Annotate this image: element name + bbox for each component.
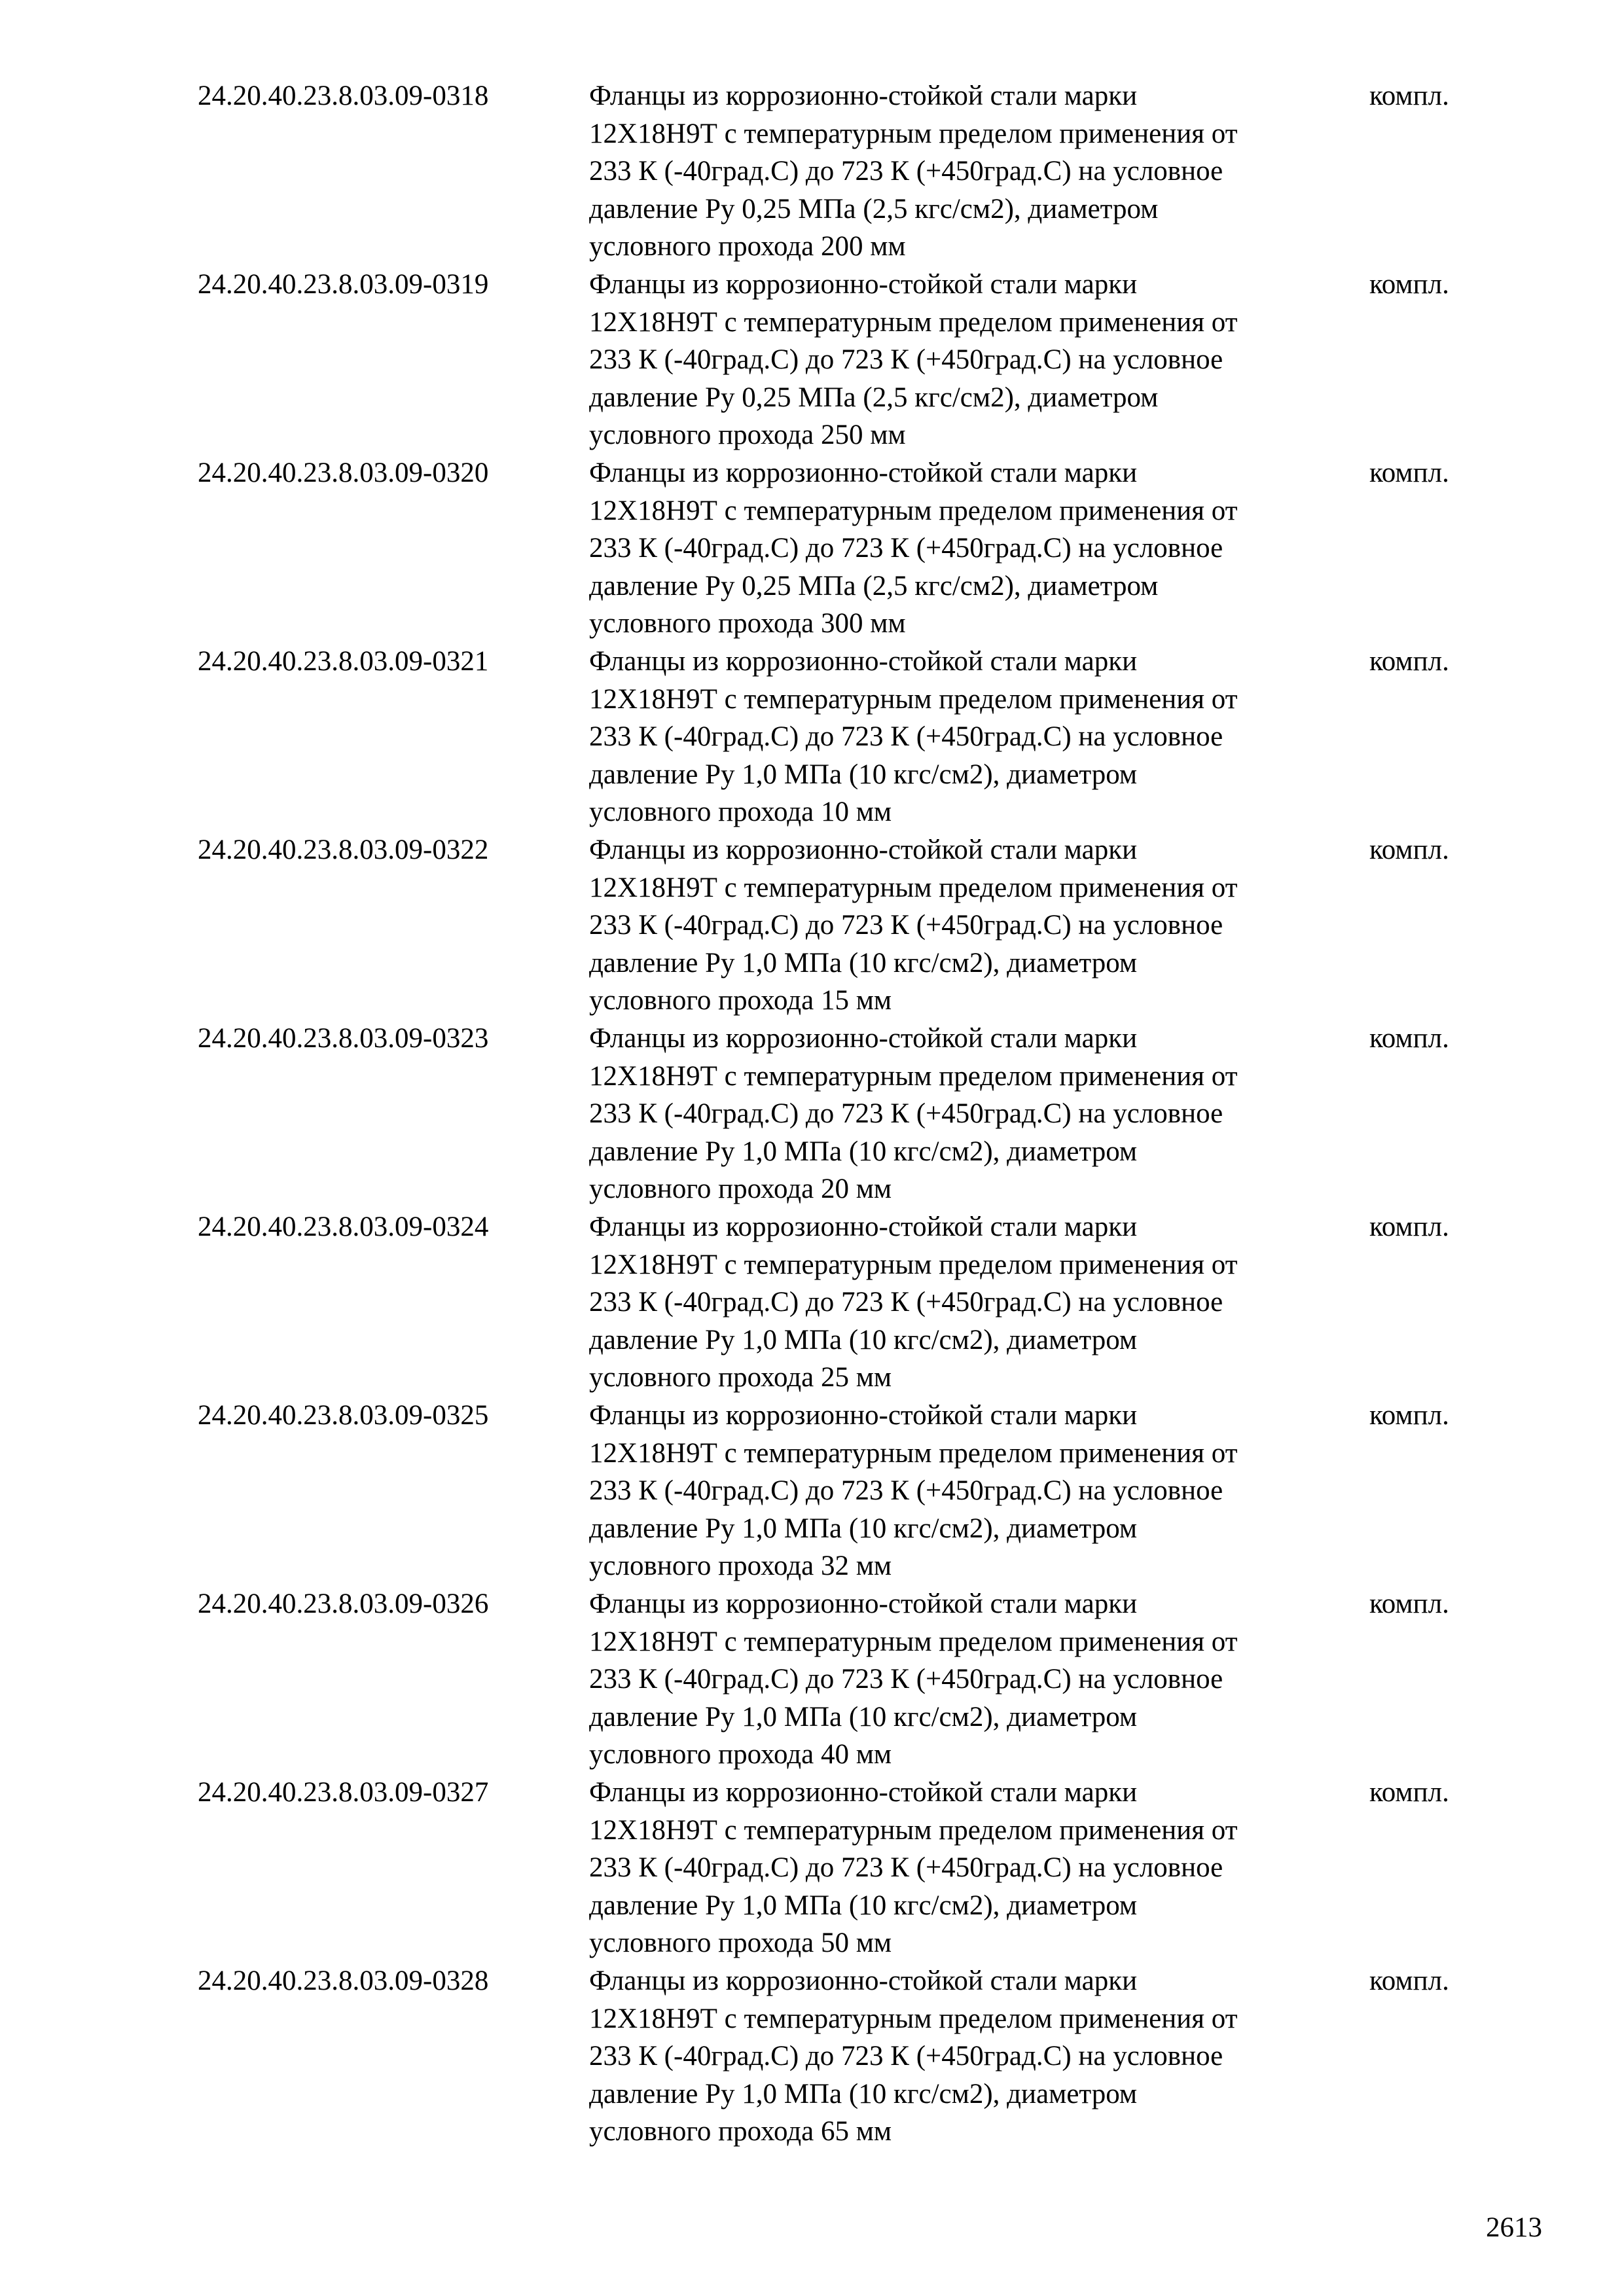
resource-description [589, 1208, 1362, 1397]
description-line: 233 К (-40град.С) до 723 К (+450град.С) на условное [589, 1852, 1223, 1883]
description-line: 12Х18Н9Т с температурным пределом применения от [589, 495, 1238, 526]
description-line: 12Х18Н9Т с температурным пределом применения от [589, 118, 1238, 149]
description-line: давление Ру 0,25 МПа (2,5 кгс/см2), диаметром [589, 382, 1159, 413]
description-line: условного прохода 32 мм [589, 1551, 892, 1581]
description-line: условного прохода 200 мм [589, 231, 906, 262]
description-line: давление Ру 1,0 МПа (10 кгс/см2), диаметром [589, 1890, 1138, 1921]
description-line: давление Ру 0,25 МПа (2,5 кгс/см2), диаметром [589, 570, 1159, 601]
description-line: Фланцы из коррозионно-стойкой стали марки [589, 1588, 1138, 1619]
description-line: 12Х18Н9Т с температурным пределом применения от [589, 872, 1238, 903]
description-line: давление Ру 1,0 МПа (10 кгс/см2), диаметром [589, 1701, 1138, 1732]
description-line: Фланцы из коррозионно-стойкой стали марки [589, 1965, 1138, 1996]
resource-description [589, 77, 1362, 266]
table-row [198, 1962, 1474, 2151]
unit-of-measure: компл. [1369, 1023, 1449, 1054]
description-line: 12Х18Н9Т с температурным пределом применения от [589, 1437, 1238, 1469]
resource-description [589, 643, 1362, 831]
unit-of-measure: компл. [1369, 269, 1449, 300]
table-row [198, 831, 1474, 1020]
description-line: условного прохода 20 мм [589, 1174, 892, 1204]
description-line: условного прохода 25 мм [589, 1362, 892, 1393]
unit-of-measure: компл. [1369, 1211, 1449, 1242]
resource-description [589, 1397, 1362, 1585]
description-line: давление Ру 1,0 МПа (10 кгс/см2), диаметром [589, 759, 1138, 790]
table-row [198, 1585, 1474, 1774]
description-line: условного прохода 15 мм [589, 985, 892, 1016]
resource-code: 24.20.40.23.8.03.09-0320 [198, 457, 489, 488]
resource-description [589, 1774, 1362, 1962]
description-line: 233 К (-40град.С) до 723 К (+450град.С) на условное [589, 910, 1223, 941]
description-line: давление Ру 1,0 МПа (10 кгс/см2), диаметром [589, 1136, 1138, 1167]
description-line: давление Ру 1,0 МПа (10 кгс/см2), диаметром [589, 947, 1138, 978]
description-line: Фланцы из коррозионно-стойкой стали марки [589, 457, 1138, 488]
description-line: 12Х18Н9Т с температурным пределом применения от [589, 2003, 1238, 2034]
resource-description [589, 831, 1362, 1020]
description-line: 233 К (-40град.С) до 723 К (+450град.С) на условное [589, 2041, 1223, 2072]
description-line: 233 К (-40град.С) до 723 К (+450град.С) на условное [589, 344, 1223, 375]
description-line: Фланцы из коррозионно-стойкой стали марки [589, 1211, 1138, 1242]
description-line: давление Ру 1,0 МПа (10 кгс/см2), диаметром [589, 1324, 1138, 1355]
description-line: Фланцы из коррозионно-стойкой стали марки [589, 1400, 1138, 1431]
table-row [198, 643, 1474, 831]
description-line: условного прохода 40 мм [589, 1739, 892, 1770]
description-line: 12Х18Н9Т с температурным пределом применения от [589, 306, 1238, 338]
unit-of-measure: компл. [1369, 1400, 1449, 1431]
description-line: 12Х18Н9Т с температурным пределом применения от [589, 683, 1238, 715]
resource-description [589, 1020, 1362, 1208]
resource-description [589, 1962, 1362, 2151]
unit-of-measure: компл. [1369, 81, 1449, 111]
unit-of-measure: компл. [1369, 1777, 1449, 1808]
description-line: условного прохода 300 мм [589, 608, 906, 639]
table-row [198, 1020, 1474, 1208]
resource-code: 24.20.40.23.8.03.09-0321 [198, 646, 489, 677]
unit-of-measure: компл. [1369, 1588, 1449, 1619]
description-line: 12Х18Н9Т с температурным пределом применения от [589, 1249, 1238, 1280]
description-line: 12Х18Н9Т с температурным пределом применения от [589, 1060, 1238, 1092]
description-line: 233 К (-40град.С) до 723 К (+450град.С) на условное [589, 1287, 1223, 1318]
description-line: 233 К (-40град.С) до 723 К (+450град.С) на условное [589, 1475, 1223, 1506]
page-number: 2613 [1486, 2212, 1542, 2243]
description-line: Фланцы из коррозионно-стойкой стали марки [589, 269, 1138, 300]
description-line: давление Ру 1,0 МПа (10 кгс/см2), диаметром [589, 1513, 1138, 1544]
resource-code: 24.20.40.23.8.03.09-0326 [198, 1588, 489, 1619]
resource-code: 24.20.40.23.8.03.09-0323 [198, 1023, 489, 1054]
table-row [198, 266, 1474, 454]
table-row [198, 77, 1474, 266]
resource-code: 24.20.40.23.8.03.09-0322 [198, 834, 489, 865]
resource-table [198, 77, 1474, 2151]
unit-of-measure: компл. [1369, 1965, 1449, 1996]
description-line: давление Ру 0,25 МПа (2,5 кгс/см2), диаметром [589, 193, 1159, 224]
resource-description [589, 454, 1362, 643]
table-row [198, 1774, 1474, 1962]
description-line: 233 К (-40град.С) до 723 К (+450град.С) на условное [589, 156, 1223, 187]
resource-description [589, 266, 1362, 454]
description-line: 233 К (-40град.С) до 723 К (+450град.С) на условное [589, 1098, 1223, 1129]
unit-of-measure: компл. [1369, 457, 1449, 488]
resource-code: 24.20.40.23.8.03.09-0324 [198, 1211, 489, 1242]
description-line: 233 К (-40град.С) до 723 К (+450град.С) на условное [589, 721, 1223, 752]
resource-code: 24.20.40.23.8.03.09-0328 [198, 1965, 489, 1996]
description-line: 12Х18Н9Т с температурным пределом применения от [589, 1626, 1238, 1657]
description-line: условного прохода 250 мм [589, 420, 906, 450]
resource-code: 24.20.40.23.8.03.09-0319 [198, 269, 489, 300]
resource-code: 24.20.40.23.8.03.09-0318 [198, 81, 489, 111]
table-row [198, 1208, 1474, 1397]
description-line: условного прохода 10 мм [589, 797, 892, 827]
description-line: условного прохода 50 мм [589, 1928, 892, 1958]
description-line: Фланцы из коррозионно-стойкой стали марки [589, 646, 1138, 677]
table-row [198, 1397, 1474, 1585]
resource-code: 24.20.40.23.8.03.09-0325 [198, 1400, 489, 1431]
description-line: Фланцы из коррозионно-стойкой стали марки [589, 1777, 1138, 1808]
description-line: Фланцы из коррозионно-стойкой стали марки [589, 834, 1138, 865]
description-line: 12Х18Н9Т с температурным пределом применения от [589, 1814, 1238, 1846]
description-line: условного прохода 65 мм [589, 2116, 892, 2147]
resource-code: 24.20.40.23.8.03.09-0327 [198, 1777, 489, 1808]
description-line: Фланцы из коррозионно-стойкой стали марки [589, 1023, 1138, 1054]
unit-of-measure: компл. [1369, 646, 1449, 677]
description-line: 233 К (-40град.С) до 723 К (+450град.С) на условное [589, 1664, 1223, 1695]
description-line: Фланцы из коррозионно-стойкой стали марки [589, 81, 1138, 111]
resource-description [589, 1585, 1362, 1774]
description-line: 233 К (-40град.С) до 723 К (+450град.С) на условное [589, 533, 1223, 564]
unit-of-measure: компл. [1369, 834, 1449, 865]
table-row [198, 454, 1474, 643]
description-line: давление Ру 1,0 МПа (10 кгс/см2), диаметром [589, 2078, 1138, 2109]
